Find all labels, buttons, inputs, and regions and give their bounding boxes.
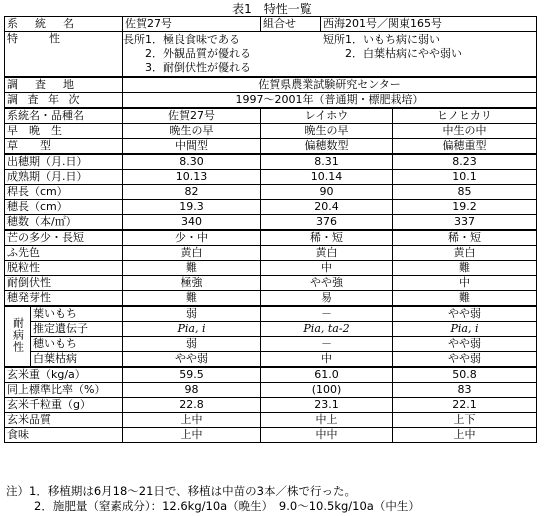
row-value-3: 19.2 [393, 200, 537, 215]
short-point-2: 2．白葉枯病にやや弱い [345, 47, 462, 60]
row-value-1: 難 [123, 261, 261, 276]
row-value-1: 22.8 [123, 398, 261, 413]
row-value-2: (100) [261, 383, 393, 398]
disease-row [5, 352, 537, 368]
disease-row-value-1: Pia, i [123, 322, 261, 337]
row-value-2: 90 [261, 185, 393, 200]
disease-row-value-2: － [261, 337, 393, 352]
disease-row [5, 306, 537, 322]
row-value-1: 中間型 [123, 139, 261, 155]
row-value-2: やや強 [261, 276, 393, 291]
row-label: 早 晩 生 [5, 124, 123, 139]
traits-long-block [123, 33, 251, 75]
line-name-value: 佐賀27号 [123, 17, 261, 32]
row-value-2: 晩生の早 [261, 124, 393, 139]
disease-group-label [5, 306, 31, 367]
row-label: 同上標準比率（%） [5, 383, 123, 398]
column-name-2: レイホウ [261, 108, 393, 124]
disease-row-label: 白葉枯病 [31, 352, 123, 368]
table-title: 表1 特性一覧 [232, 2, 312, 16]
row-value-2: 稀・短 [261, 230, 393, 246]
column-name-3: ヒノヒカリ [393, 108, 537, 124]
row-value-2: 偏穂数型 [261, 139, 393, 155]
disease-row-value-3: やや弱 [393, 352, 537, 368]
row-value-2: 中上 [261, 413, 393, 428]
row-value-1: 黄白 [123, 246, 261, 261]
long-point-label: 長所 [123, 33, 145, 46]
row-value-2: 中中 [261, 428, 393, 443]
disease-row-value-1: 弱 [123, 337, 261, 352]
row-label: 玄米千粒重（g） [5, 398, 123, 413]
row-label: 穂発芽性 [5, 291, 123, 307]
row-value-3: 中 [393, 276, 537, 291]
row-label: 穂長（cm） [5, 200, 123, 215]
row-value-2: 10.14 [261, 170, 393, 185]
row-value-1: 340 [123, 215, 261, 231]
table-row [5, 200, 537, 215]
columns-row [5, 108, 537, 124]
columns-label: 系統名・品種名 [5, 108, 123, 124]
long-point-1: 1．極良食味である [145, 33, 240, 46]
disease-row-value-3: やや弱 [393, 306, 537, 322]
disease-row-value-1: 弱 [123, 306, 261, 322]
disease-row-value-3: やや弱 [393, 337, 537, 352]
row-value-2: 61.0 [261, 367, 393, 383]
table-row [5, 383, 537, 398]
row-value-3: 難 [393, 261, 537, 276]
table-row [5, 215, 537, 231]
disease-row-value-2: 中 [261, 352, 393, 368]
row-label: 玄米重（kg/a） [5, 367, 123, 383]
table-row [5, 139, 537, 155]
row-label: 稈長（cm） [5, 185, 123, 200]
site-row [5, 77, 537, 93]
table-row [5, 246, 537, 261]
table-row [5, 413, 537, 428]
row-value-1: 59.5 [123, 367, 261, 383]
row-value-3: 偏穂重型 [393, 139, 537, 155]
row-value-3: 85 [393, 185, 537, 200]
notes [6, 484, 538, 514]
row-label: 成熟期（月.日） [5, 170, 123, 185]
table-row [5, 154, 537, 170]
disease-row-value-2: Pia, ta-2 [261, 322, 393, 337]
long-point-3: 3．耐倒伏性が優れる [145, 61, 251, 74]
table-row [5, 185, 537, 200]
table-row [5, 170, 537, 185]
row-value-2: 易 [261, 291, 393, 307]
row-value-1: 上中 [123, 428, 261, 443]
row-value-3: 8.23 [393, 154, 537, 170]
row-label: 脱粒性 [5, 261, 123, 276]
row-value-1: 8.30 [123, 154, 261, 170]
row-value-2: 黄白 [261, 246, 393, 261]
row-value-3: 10.1 [393, 170, 537, 185]
table-row [5, 261, 537, 276]
row-value-1: 難 [123, 291, 261, 307]
disease-row-label: 穂いもち [31, 337, 123, 352]
row-value-3: 稀・短 [393, 230, 537, 246]
row-value-3: 337 [393, 215, 537, 231]
table-row [5, 230, 537, 246]
row-value-2: 376 [261, 215, 393, 231]
site-label: 調 査 地 [5, 77, 123, 93]
traits-short-block [323, 33, 462, 61]
disease-row-value-3: Pia, i [393, 322, 537, 337]
table-row [5, 428, 537, 443]
disease-row-value-1: やや弱 [123, 352, 261, 368]
row-label: 草 型 [5, 139, 123, 155]
row-value-1: 82 [123, 185, 261, 200]
traits-label: 特 性 [5, 32, 123, 78]
cross-value: 西海201号／関東165号 [321, 17, 537, 32]
long-point-2: 2．外観品質が優れる [145, 47, 251, 60]
row-value-1: 少・中 [123, 230, 261, 246]
short-point-label: 短所 [323, 33, 345, 46]
disease-row [5, 322, 537, 337]
traits-row [5, 32, 537, 78]
row-value-2: 20.4 [261, 200, 393, 215]
row-value-1: 上中 [123, 413, 261, 428]
row-value-3: 22.1 [393, 398, 537, 413]
row-value-2: 8.31 [261, 154, 393, 170]
note-1: 注）1．移植期は6月18～21日で、移植は中苗の3本／株で行った。 [6, 484, 356, 498]
years-label: 調 査 年 次 [5, 93, 123, 109]
cross-label: 組合せ [261, 17, 321, 32]
row-value-1: 極強 [123, 276, 261, 291]
row-value-3: 中生の中 [393, 124, 537, 139]
table-row [5, 124, 537, 139]
row-label: 食味 [5, 428, 123, 443]
row-value-1: 98 [123, 383, 261, 398]
line-name-label: 系 統 名 [5, 17, 123, 32]
table-row [5, 367, 537, 383]
years-value: 1997～2001年（普通期・標肥栽培） [123, 93, 537, 109]
table-row [5, 398, 537, 413]
header-row [5, 17, 537, 32]
row-value-1: 19.3 [123, 200, 261, 215]
characteristics-table-wrapper [4, 16, 536, 443]
row-label: 耐倒伏性 [5, 276, 123, 291]
characteristics-table [4, 16, 537, 443]
short-point-1: 1．いもち病に弱い [345, 33, 440, 46]
row-value-3: 上下 [393, 413, 537, 428]
years-row [5, 93, 537, 109]
traits-content [123, 32, 537, 78]
disease-group-text: 耐病性 [11, 316, 25, 353]
disease-row-label: 葉いもち [31, 306, 123, 322]
row-value-2: 23.1 [261, 398, 393, 413]
row-value-3: 50.8 [393, 367, 537, 383]
row-value-2: 中 [261, 261, 393, 276]
row-value-3: 上中 [393, 428, 537, 443]
row-value-1: 10.13 [123, 170, 261, 185]
row-label: 芒の多少・長短 [5, 230, 123, 246]
table-row [5, 276, 537, 291]
row-value-1: 晩生の早 [123, 124, 261, 139]
row-label: 玄米品質 [5, 413, 123, 428]
row-value-3: 難 [393, 291, 537, 307]
row-value-3: 黄白 [393, 246, 537, 261]
disease-row-label: 推定遺伝子 [31, 322, 123, 337]
table-row [5, 291, 537, 307]
disease-row [5, 337, 537, 352]
site-value: 佐賀県農業試験研究センター [123, 77, 537, 93]
row-label: 出穂期（月.日） [5, 154, 123, 170]
row-value-3: 83 [393, 383, 537, 398]
column-name-1: 佐賀27号 [123, 108, 261, 124]
row-label: 穂数（本/㎡） [5, 215, 123, 231]
disease-row-value-2: － [261, 306, 393, 322]
note-2: 2．施肥量（窒素成分）：12.6kg/10a（晩生） 9.0～10.5kg/10a（中生） [34, 499, 420, 513]
row-label: ふ先色 [5, 246, 123, 261]
